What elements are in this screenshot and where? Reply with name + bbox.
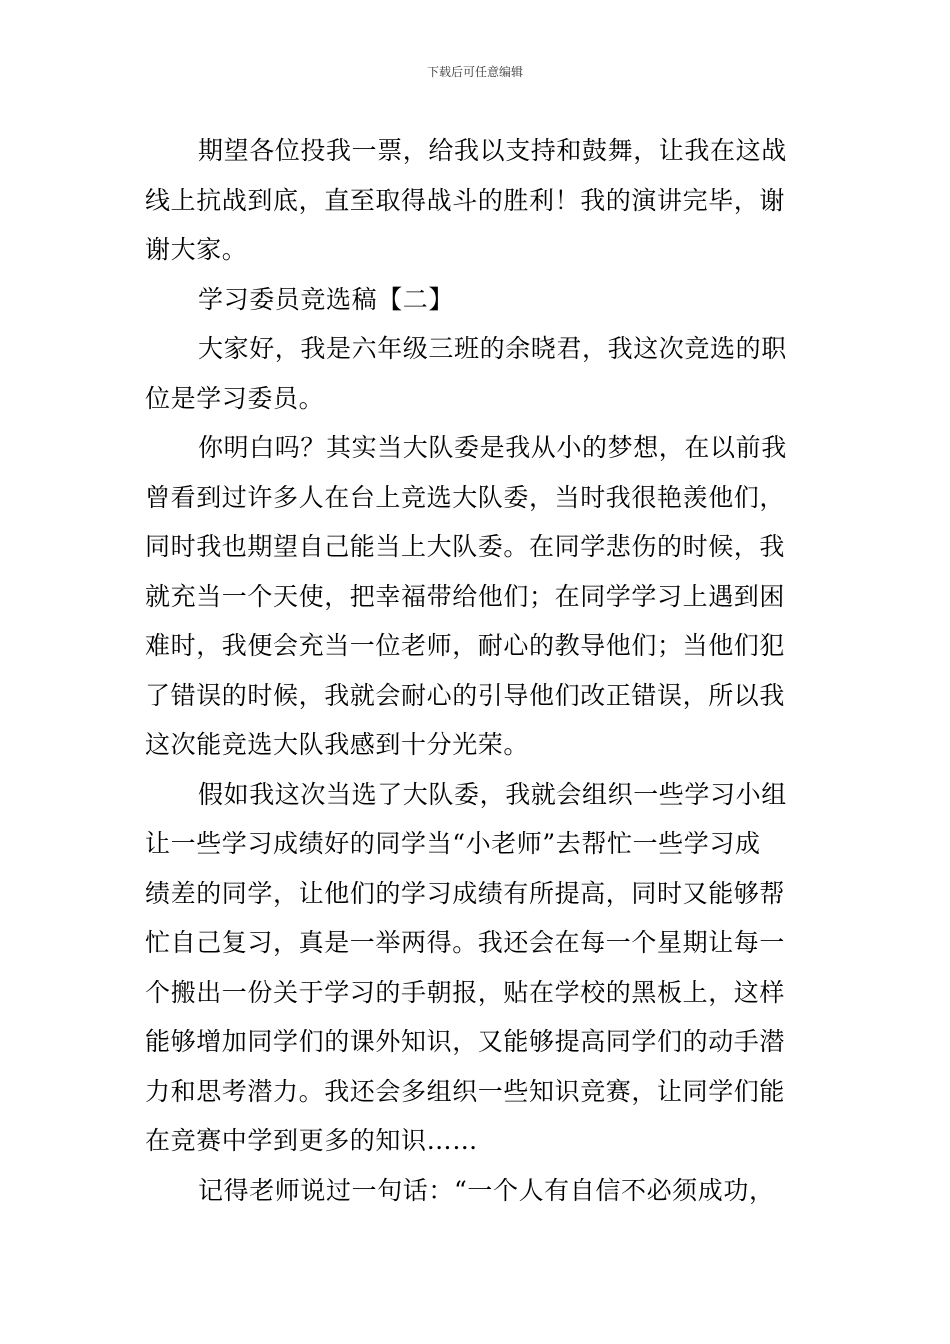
text-line: 期望各位投我一票，给我以支持和鼓舞，让我在这战 (198, 136, 787, 165)
text-line: 就充当一个天使，把幸福带给他们；在同学学习上遇到困 (145, 581, 786, 611)
text-line: 能够增加同学们的课外知识，又能够提高同学们的动手潜 (145, 1027, 786, 1056)
text-line: 忙自己复习，真是一举两得。我还会在每一个星期让每一 (145, 928, 786, 957)
paragraph-greeting (145, 324, 807, 423)
text-line: 大家好，我是六年级三班的余晓君，我这次竞选的职 (198, 334, 787, 363)
section-heading (145, 275, 807, 325)
header-text: 下载后可任意编辑 (426, 65, 523, 79)
text-line: 位是学习委员。 (145, 383, 325, 413)
text-line: 个搬出一份关于学习的手朝报，贴在学校的黑板上，这样 (145, 977, 786, 1007)
text-line: 力和思考潜力。我还会多组织一些知识竞赛，让同学们能 (145, 1076, 786, 1106)
text-line: 记得老师说过一句话：“一个人有自信不必须成功， (198, 1175, 775, 1205)
text-line: 在竞赛中学到更多的知识…… (145, 1126, 478, 1155)
text-line: 谢大家。 (145, 235, 248, 264)
text-line: 难时，我便会充当一位老师，耐心的教导他们；当他们犯 (145, 631, 786, 660)
heading-text: 学习委员竞选稿【二】 (198, 284, 455, 314)
page-header (0, 64, 950, 80)
paragraph-closing (145, 126, 807, 275)
document-body (145, 126, 807, 1215)
paragraph-plan (145, 770, 807, 1166)
text-line: 了错误的时候，我就会耐心的引导他们改正错误，所以我 (145, 680, 786, 710)
text-line: 线上抗战到底，直至取得战斗的胜利！我的演讲完毕，谢 (145, 185, 786, 215)
paragraph-quote (145, 1166, 807, 1216)
text-line: 这次能竞选大队我感到十分光荣。 (145, 730, 530, 759)
text-line: 假如我这次当选了大队委，我就会组织一些学习小组 (198, 779, 787, 809)
text-line: 你明白吗？其实当大队委是我从小的梦想，在以前我 (198, 433, 787, 462)
text-line: 同时我也期望自己能当上大队委。在同学悲伤的时候，我 (145, 532, 786, 561)
paragraph-dream (145, 423, 807, 770)
text-line: 曾看到过许多人在台上竞选大队委，当时我很艳羡他们， (145, 482, 786, 512)
text-line: 绩差的同学，让他们的学习成绩有所提高，同时又能够帮 (145, 878, 786, 908)
text-line: 让一些学习成绩好的同学当“小老师”去帮忙一些学习成 (145, 829, 761, 858)
